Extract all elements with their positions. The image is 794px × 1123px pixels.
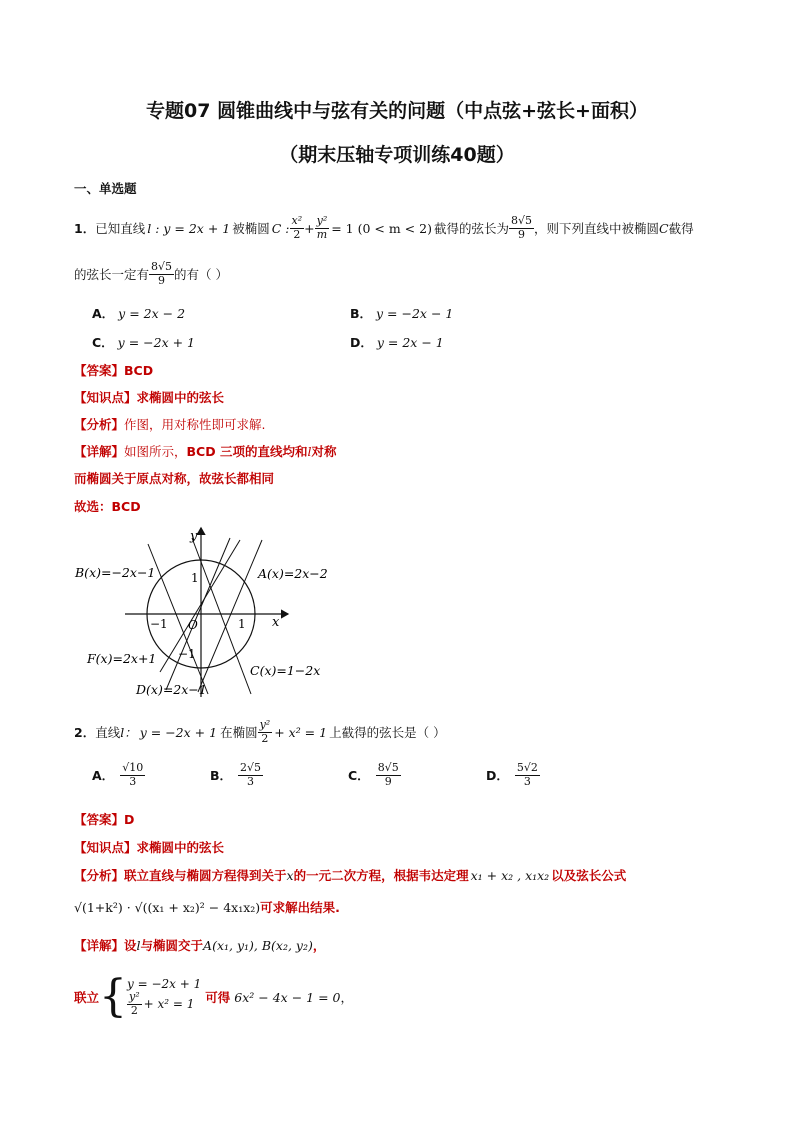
q2-detail-label: 【详解】	[74, 938, 125, 953]
doc-title-line1: 专题07 圆锥曲线中与弦有关的问题（中点弦+弦长+面积）	[146, 100, 648, 122]
q1-line-expr: l : y = 2x + 1	[147, 220, 231, 236]
q1-option-c-expr: y = −2x + 1	[117, 335, 196, 350]
q1-text-5: 截得	[668, 221, 694, 236]
q2-analysis-a: 联立直线与椭圆方程得到关于	[124, 868, 287, 883]
q1-stem-line2	[74, 256, 228, 292]
brace-symbol: {	[99, 971, 128, 1022]
q2-analysis	[74, 866, 626, 884]
q1-text-1: 已知直线	[95, 221, 146, 236]
q2-ellipse-rest: + x² = 1	[274, 724, 328, 740]
q2-kp-value: 求椭圆中的弦长	[136, 840, 225, 855]
q1-option-d-expr: y = 2x − 1	[376, 335, 444, 350]
q1-answer-value: BCD	[124, 363, 154, 378]
q2-detail-l: l	[136, 938, 141, 953]
q2-option-a[interactable]	[92, 762, 145, 788]
q2-answer	[74, 810, 134, 828]
q1-option-d[interactable]	[350, 333, 444, 351]
q1-analysis-label: 【分析】	[74, 417, 125, 432]
q2-answer-value: D	[124, 812, 135, 827]
q2-option-d[interactable]	[486, 762, 540, 788]
q1-detail-line2: 而椭圆关于原点对称，故弦长都相同	[74, 471, 275, 486]
q2-knowledge-point	[74, 838, 224, 856]
q2-system-eq1: y = −2x + 1	[127, 976, 202, 991]
q1-text-6: 的弦长一定有	[74, 267, 150, 282]
q2-answer-label: 【答案】	[74, 812, 125, 827]
q2-option-b-frac: $\frac{2√5}{3}$	[240, 761, 262, 788]
q2-formula-line	[74, 898, 340, 916]
fig-x-label: x	[272, 615, 280, 630]
q2-formula-tail: 可求解出结果.	[260, 900, 340, 915]
q2-system	[74, 966, 353, 1028]
q2-option-a-letter: A．	[92, 768, 115, 784]
q2-analysis-b: 的一元二次方程，根据韦达定理	[293, 868, 469, 883]
q1-cond: = 1 (0 < m < 2)	[331, 220, 432, 236]
q2-detail-points: A(x₁, y₁), B(x₂, y₂)	[203, 938, 313, 953]
fig-tick-1-right: 1	[238, 617, 246, 631]
q2-option-b-letter: B．	[210, 768, 233, 784]
q2-analysis-c: 以及弦长公式	[551, 868, 627, 883]
q1-option-b[interactable]	[350, 304, 453, 322]
ellipse-lines-figure	[70, 522, 330, 702]
q2-expr: y = −2x + 1	[139, 724, 218, 740]
q2-text-3: 上截得的弦长是（ ）	[329, 725, 446, 740]
q1-option-a-expr: y = 2x − 2	[118, 306, 186, 321]
q2-text-2: 在椭圆	[220, 725, 258, 740]
q2-system-eqs	[127, 977, 201, 1017]
q2-option-a-frac: $\frac{√10}{3}$	[122, 761, 144, 788]
q1-detail-1c: l	[307, 444, 312, 459]
q1-text-3: 截得的弦长为	[433, 221, 509, 236]
q2-detail-line1	[74, 936, 325, 954]
q1-ellipse-name: C :	[271, 220, 290, 236]
q2-text-1: 直线	[95, 725, 121, 740]
q1-text-4: ，则下列直线中被椭圆	[534, 221, 660, 236]
q2-lianli: 联立	[74, 990, 100, 1005]
fig-tick-1-top: 1	[191, 571, 199, 585]
q2-system-frac: $\frac{\text{y²}}{2}$	[129, 989, 140, 1017]
q2-kede: 可得	[205, 990, 231, 1005]
q1-answer-label: 【答案】	[74, 363, 125, 378]
q1-option-b-expr: y = −2x − 1	[376, 306, 454, 321]
q1-analysis	[74, 415, 266, 433]
q2-detail-a: 设	[124, 938, 137, 953]
q1-option-d-letter: D．	[350, 335, 373, 350]
q2-analysis-vieta: x₁ + x₂ , x₁x₂	[470, 868, 550, 883]
q1-option-b-letter: B．	[350, 306, 373, 321]
q1-text-2: 被椭圆	[232, 221, 270, 236]
q2-stem	[74, 714, 446, 750]
fig-label-c: C(x)=1−2x	[250, 663, 321, 678]
q1-frac-8r5-9-b: $\frac{8√5}{9}$	[151, 259, 173, 287]
q1-frac-x2-2: $\frac{\text{x²}}{2}$	[291, 213, 303, 241]
q2-analysis-x: x	[286, 868, 294, 883]
q1-option-c[interactable]	[92, 333, 195, 351]
q2-option-d-frac: $\frac{5√2}{3}$	[516, 761, 538, 788]
q2-option-c-letter: C．	[348, 768, 370, 784]
q1-option-a-letter: A．	[92, 306, 115, 321]
q2-option-b[interactable]	[210, 762, 263, 788]
q1-number: 1．	[74, 221, 96, 236]
q1-plus: +	[304, 220, 315, 236]
fig-label-f: F(x)=2x+1	[87, 651, 157, 666]
q1-frac-y2-m: $\frac{\text{y²}}{m}$	[316, 213, 328, 241]
q2-detail-comma: ，	[312, 938, 326, 953]
q1-option-a[interactable]	[92, 304, 185, 322]
q1-kp-label: 【知识点】	[74, 390, 137, 405]
fig-y-label: y	[190, 529, 198, 544]
q1-detail-line3: 故选：BCD	[74, 499, 141, 514]
q1-detail-line1	[74, 442, 336, 460]
fig-label-b: B(x)=−2x−1	[75, 565, 156, 580]
section-heading: 一、单选题	[74, 181, 137, 196]
q1-stem-line1	[74, 210, 694, 246]
q2-kp-label: 【知识点】	[74, 840, 137, 855]
q2-chord-formula: √(1+k²) · √((x₁ + x₂)² − 4x₁x₂)	[74, 900, 261, 915]
q2-detail-b: 与椭圆交于	[140, 938, 204, 953]
q2-result: 6x² − 4x − 1 = 0	[234, 989, 341, 1005]
q2-ellipse-frac: $\frac{\text{y²}}{2}$	[259, 717, 271, 745]
q2-l: l：	[120, 725, 137, 740]
q1-knowledge-point	[74, 388, 224, 406]
doc-title-line2: （期末压轴专项训练40题）	[279, 144, 515, 166]
q1-c: C	[659, 220, 669, 236]
q1-analysis-text: 作图，用对称性即可求解.	[124, 417, 266, 432]
q2-option-d-letter: D．	[486, 768, 509, 784]
q1-answer	[74, 361, 153, 379]
q1-detail-label: 【详解】	[74, 444, 125, 459]
q2-result-tail: ，	[340, 990, 353, 1005]
q1-frac-8r5-9: $\frac{8√5}{9}$	[510, 213, 532, 241]
q2-system-eq2	[127, 991, 201, 1017]
q2-number: 2．	[74, 725, 96, 740]
fig-label-d: D(x)=2x−1	[136, 682, 207, 697]
fig-tick-neg1-bottom: −1	[178, 647, 196, 661]
q2-option-c[interactable]	[348, 762, 401, 788]
q2-analysis-label: 【分析】	[74, 868, 125, 883]
fig-tick-neg1-left: −1	[150, 617, 168, 631]
q1-detail-1b: BCD 三项的直线均和	[186, 444, 308, 459]
q2-system-eq2-rest: + x² = 1	[143, 997, 195, 1011]
q1-kp-value: 求椭圆中的弦长	[136, 390, 225, 405]
q1-text-7: 的有（ ）	[174, 267, 229, 282]
q1-option-c-letter: C．	[92, 335, 114, 350]
fig-origin-label: O	[188, 618, 198, 632]
q2-option-c-frac: $\frac{8√5}{9}$	[377, 761, 399, 788]
fig-label-a: A(x)=2x−2	[258, 566, 328, 581]
q1-detail-1d: 对称	[311, 444, 337, 459]
q1-detail-1a: 如图所示，	[124, 444, 187, 459]
